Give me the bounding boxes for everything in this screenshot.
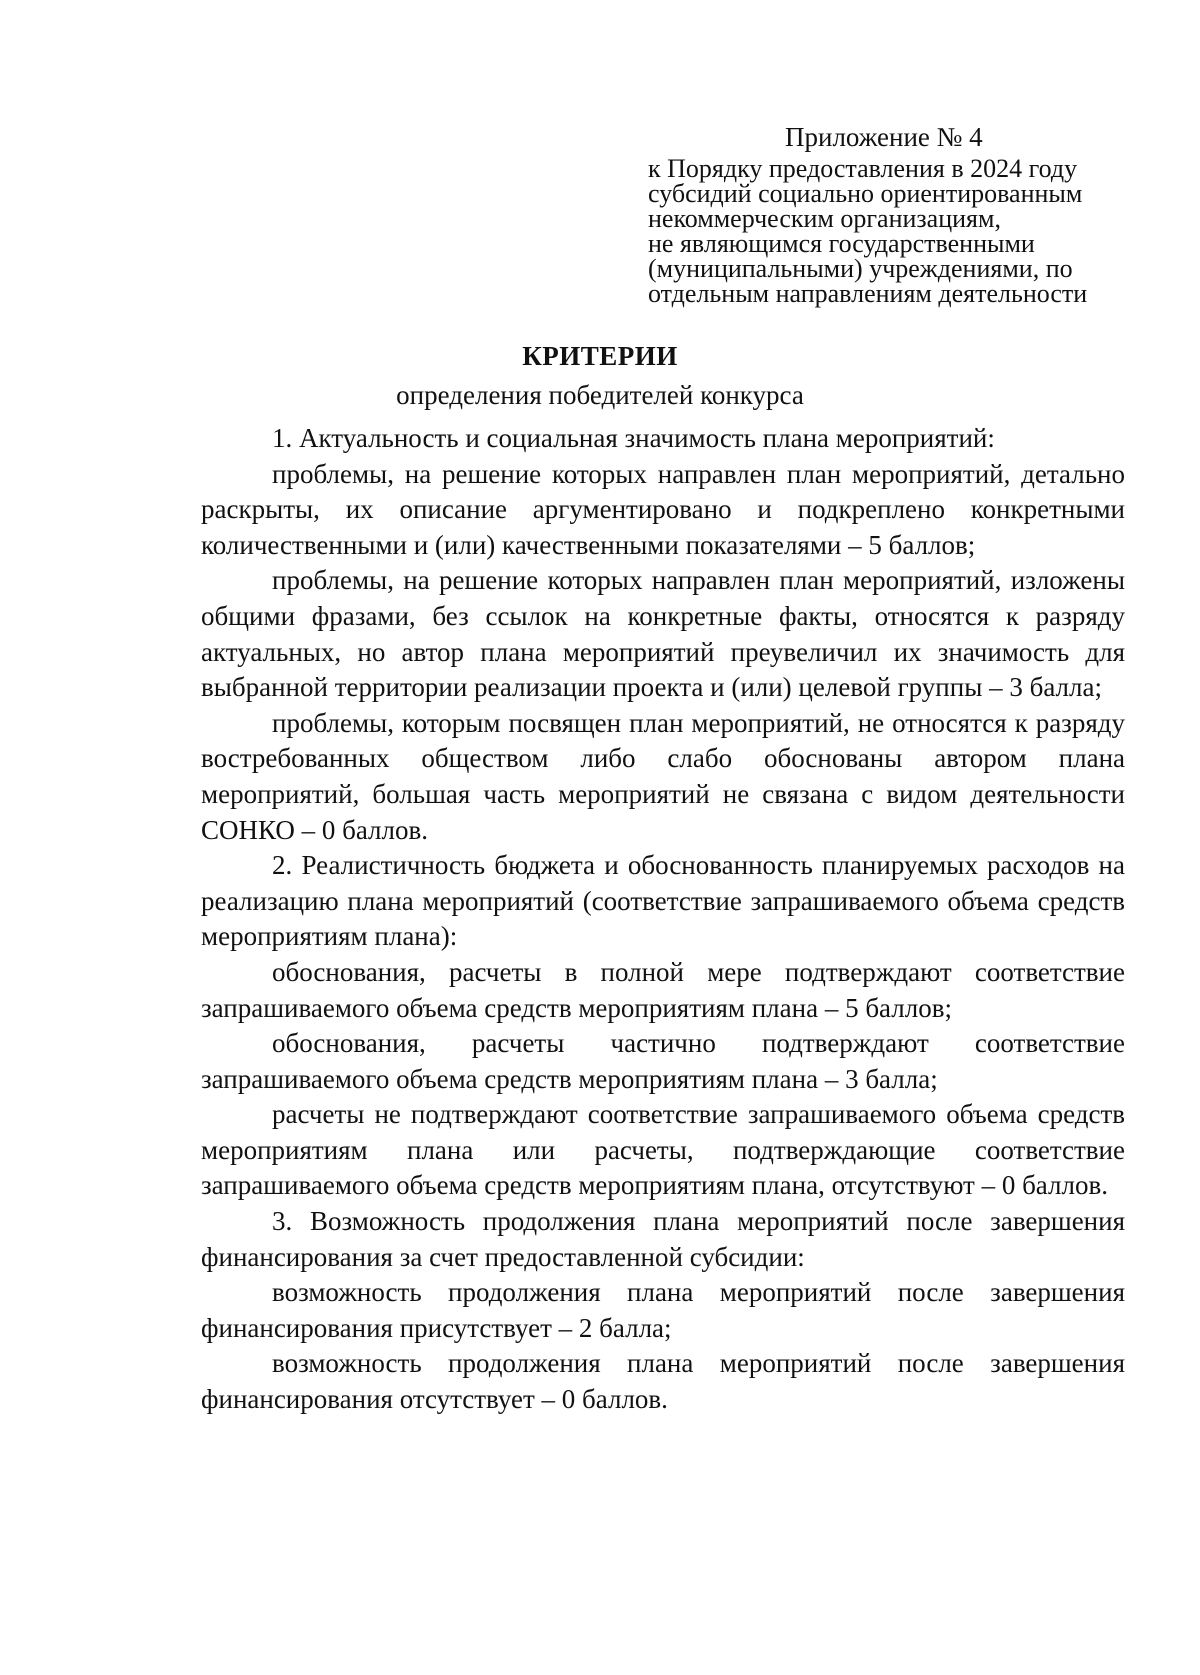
appendix-reference-line: субсидий социально ориентированным — [648, 179, 1083, 208]
criterion-option: проблемы, которым посвящен план мероприятий, не относятся к разряду востребованных обществом либо слабо обоснованы автором плана мероприятий, большая часть мероприятий не связана с видом деятельности СОНКО – 0 баллов. — [201, 707, 1125, 845]
criterion-option: расчеты не подтверждают соответствие запрашиваемого объема средств мероприятиям плана или расчеты, подтверждающие соответствие запрашиваемого объема средств мероприятиям плана, отсутствуют – 0 баллов. — [201, 1099, 1125, 1201]
criterion-option: проблемы, на решение которых направлен план мероприятий, изложены общими фразами, без ссылок на конкретные факты, относятся к разряду актуальных, но автор плана мероприятий преувеличил их значимость для выбранной территории реализации проекта и (или) целевой группы – 3 балла; — [201, 565, 1125, 703]
criterion-option: обоснования, расчеты частично подтверждают соответствие запрашиваемого объема средств мероприятиям плана – 3 балла; — [201, 1028, 1125, 1094]
appendix-reference-line: (муниципальными) учреждениями, по — [648, 254, 1073, 283]
appendix-reference-line: не являющимся государственными — [648, 229, 1035, 258]
criterion-option: обоснования, расчеты в полной мере подтверждают соответствие запрашиваемого объема средств мероприятиям плана – 5 баллов; — [201, 956, 1125, 1023]
appendix-reference-line: отдельным направлениям деятельности — [648, 279, 1088, 308]
criterion-option: возможность продолжения плана мероприятий после завершения финансирования отсутствует – 0 баллов. — [201, 1348, 1125, 1415]
document-body — [201, 421, 1125, 1418]
criterion-heading-3: 3. Возможность продолжения плана мероприятий после завершения финансирования за счет предоставленной субсидии: — [201, 1206, 1125, 1272]
appendix-reference-line: к Порядку предоставления в 2024 году — [648, 154, 1078, 183]
criterion-heading-1: 1. Актуальность и социальная значимость плана мероприятий: — [272, 423, 995, 453]
appendix-reference-line: некоммерческим организациям, — [648, 204, 1001, 233]
document-subtitle: определения победителей конкурса — [396, 380, 804, 410]
criterion-option: проблемы, на решение которых направлен план мероприятий, детально раскрыты, их описание аргументировано и подкреплено конкретными количественными и (или) качественными показателями – 5 баллов; — [201, 458, 1125, 560]
appendix-reference — [648, 156, 1168, 306]
appendix-title: Приложение № 4 — [785, 122, 983, 152]
criterion-option: возможность продолжения плана мероприятий после завершения финансирования присутствует – 2 балла; — [201, 1277, 1125, 1343]
document-title: КРИТЕРИИ — [522, 341, 678, 371]
criterion-heading-2: 2. Реалистичность бюджета и обоснованность планируемых расходов на реализацию плана мероприятий (соответствие запрашиваемого объема средств мероприятиям плана): — [201, 850, 1125, 952]
